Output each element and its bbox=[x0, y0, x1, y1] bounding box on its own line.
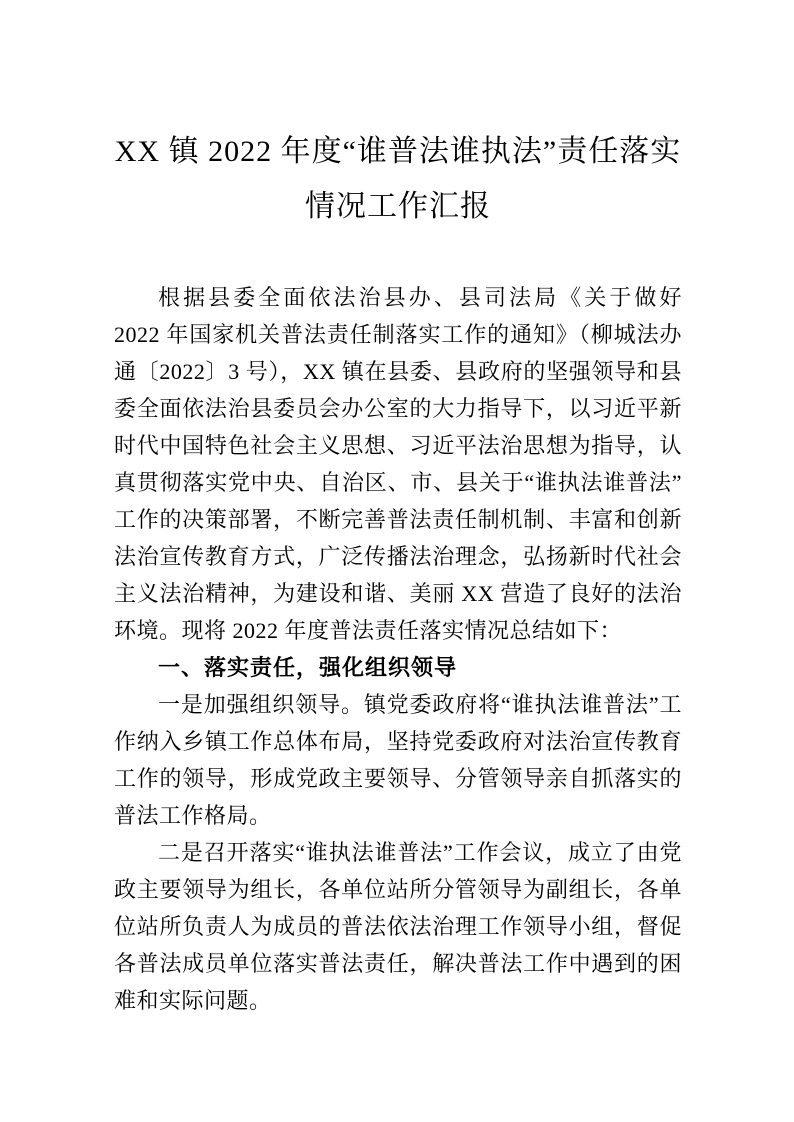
paragraph-point-two: 二是召开落实“谁执法谁普法”工作会议，成立了由党政主要领导为组长，各单位站所分管领导为副组长，各单位站所负责人为成员的普法依法治理工作领导小组，督促各普法成员单位落实普法责任，解决普法工作中遇到的困难和实际问题。 bbox=[114, 840, 682, 1013]
document-title: XX 镇 2022 年度“谁普法谁执法”责任落实情况工作汇报 bbox=[114, 135, 682, 223]
document-body bbox=[114, 279, 682, 1019]
section-heading-1: 一、落实责任，强化组织领导 bbox=[158, 655, 458, 680]
paragraph-point-one: 一是加强组织领导。镇党委政府将“谁执法谁普法”工作纳入乡镇工作总体布局，坚持党委政府对法治宣传教育工作的领导，形成党政主要领导、分管领导亲自抓落实的普法工作格局。 bbox=[114, 692, 682, 828]
paragraph-intro: 根据县委全面依法治县办、县司法局《关于做好 2022 年国家机关普法责任制落实工作的通知》（柳城法办通〔2022〕3 号），XX 镇在县委、县政府的坚强领导和县委全面依法治县委员会办公室的大力指导下，以习近平新时代中国特色社会主义思想、习近平法治思想为指导，认真贯彻落实党中央、自治区、市、县关于“谁执法谁普法”工作的决策部署，不断完善普法责任制机制、丰富和创新法治宣传教育方式，广泛传播法治理念，弘扬新时代社会主义法治精神，为建设和谐、美丽 XX 营造了良好的法治环境。现将 2022 年度普法责任落实情况总结如下： bbox=[114, 285, 682, 643]
